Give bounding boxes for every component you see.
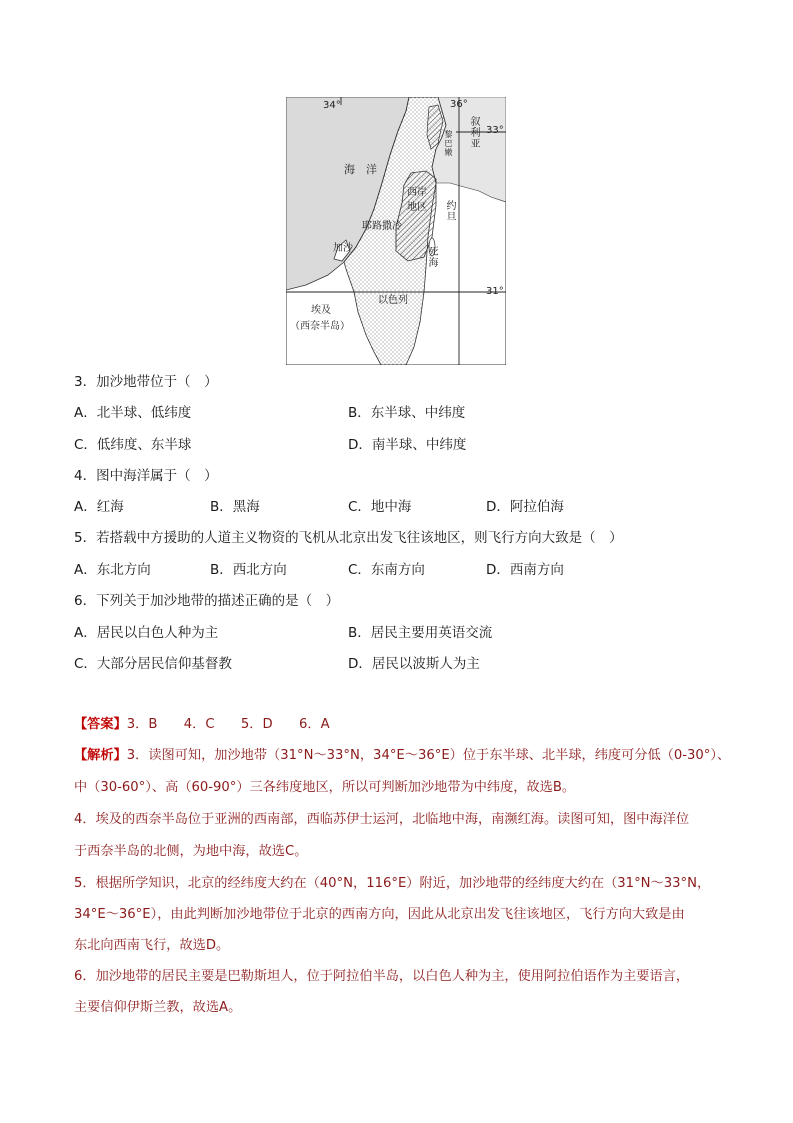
map-label-lebanon: 黎巴嫩: [444, 130, 453, 157]
analysis-line-2: 中（30-60°）、高（60-90°）三各纬度地区，所以可判断加沙地带为中纬度，故选B。: [74, 780, 576, 795]
map-label-west-bank-2: 地区: [407, 202, 427, 213]
map-label-gaza: 加沙: [333, 243, 353, 254]
map-label-lat-33: 33°: [486, 125, 504, 136]
analysis-text-1: 3．读图可知，加沙地带（31°N～33°N，34°E～36°E）位于东半球、北半球，纬度可分低（0-30°）、: [126, 748, 731, 763]
analysis-line-4: 于西奈半岛的北侧，为地中海，故选C。: [74, 844, 308, 859]
analysis-line-1: [74, 747, 730, 765]
question-5-option-a: A．东北方向: [74, 562, 151, 578]
question-3-option-c: C．低纬度、东半球: [74, 437, 192, 453]
question-6-stem: 6．下列关于加沙地带的描述正确的是（ ）: [74, 593, 340, 609]
question-4-option-a: A．红海: [74, 499, 124, 515]
question-6-option-a: A．居民以白色人种为主: [74, 625, 219, 641]
question-4-option-c: C．地中海: [348, 499, 412, 515]
map-label-lon-34: 34°: [323, 100, 341, 111]
map-label-lat-31: 31°: [486, 286, 504, 297]
question-4-option-b: B．黑海: [210, 499, 260, 515]
analysis-line-5: 5．根据所学知识，北京的经纬度大约在（40°N，116°E）附近，加沙地带的经纬度大约在（31°N～33°N，: [74, 876, 711, 891]
map-label-dead-sea: 死海: [428, 247, 439, 269]
map-label-sinai: （西奈半岛）: [290, 321, 350, 332]
question-5-option-c: C．东南方向: [348, 562, 425, 578]
question-5-option-b: B．西北方向: [210, 562, 287, 578]
map-label-lat-top: 36°: [450, 99, 468, 110]
question-4-option-d: D．阿拉伯海: [486, 499, 564, 515]
answer-tag: 【答案】: [74, 717, 127, 732]
map-label-ocean: 海 洋: [344, 163, 377, 176]
answer-text: 3．B 4．C 5．D 6．A: [126, 717, 330, 732]
question-4-stem: 4．图中海洋属于（ ）: [74, 468, 218, 484]
analysis-line-7: 东北向西南飞行，故选D。: [74, 938, 230, 953]
map-label-egypt: 埃及: [311, 305, 331, 316]
question-5-option-d: D．西南方向: [486, 562, 564, 578]
analysis-line-8: 6．加沙地带的居民主要是巴勒斯坦人，位于阿拉伯半岛，以白色人种为主，使用阿拉伯语作为主要语言，: [74, 969, 690, 984]
question-6-option-b: B．居民主要用英语交流: [348, 625, 493, 641]
map-label-jordan: 约旦: [446, 201, 457, 223]
question-6-option-d: D．居民以波斯人为主: [348, 656, 480, 672]
question-6-option-c: C．大部分居民信仰基督教: [74, 656, 232, 672]
analysis-line-9: 主要信仰伊斯兰教，故选A。: [74, 1000, 242, 1015]
question-3-stem: 3．加沙地带位于（ ）: [74, 374, 218, 390]
region-map: [286, 97, 506, 365]
analysis-tag: 【解析】: [74, 748, 127, 763]
map-label-syria: 叙利亚: [470, 117, 481, 150]
question-5-stem: 5．若搭载中方援助的人道主义物资的飞机从北京出发飞往该地区，则飞行方向大致是（ ）: [74, 530, 623, 546]
analysis-line-6: 34°E～36°E），由此判断加沙地带位于北京的西南方向，因此从北京出发飞往该地区，飞行方向大致是由: [74, 907, 685, 922]
map-label-jerusalem: 耶路撒冷: [362, 221, 402, 232]
map-label-israel: 以色列: [378, 295, 408, 306]
analysis-line-3: 4．埃及的西奈半岛位于亚洲的西南部，西临苏伊士运河，北临地中海，南濒红海。读图可知，图中海洋位: [74, 812, 690, 827]
map-label-west-bank: 西岸: [407, 187, 427, 198]
answer-line: [74, 716, 330, 734]
question-3-option-d: D．南半球、中纬度: [348, 437, 467, 453]
question-3-option-b: B．东半球、中纬度: [348, 405, 466, 421]
question-3-option-a: A．北半球、低纬度: [74, 405, 192, 421]
